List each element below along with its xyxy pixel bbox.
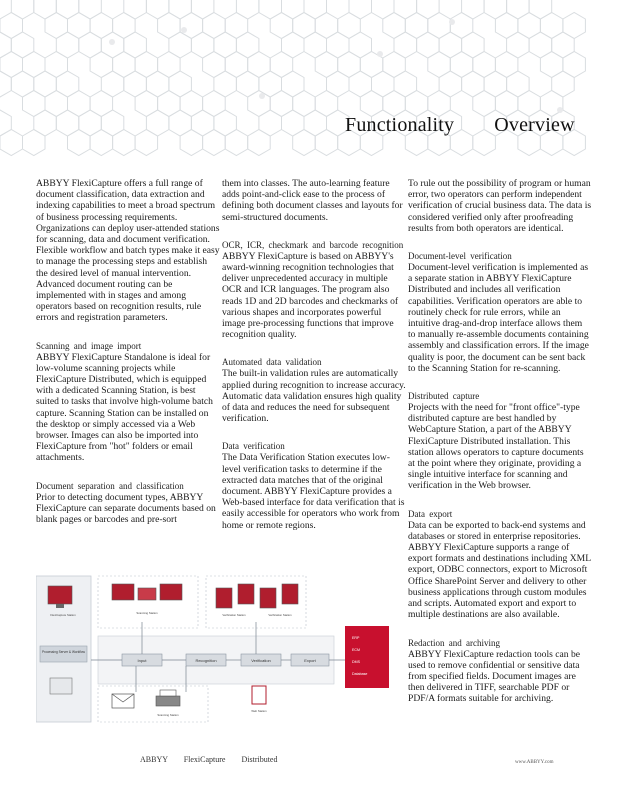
hexagon-shape: [259, 0, 282, 19]
hexagon-shape: [394, 71, 417, 97]
hexagon-shape: [124, 71, 147, 97]
body-scanning: ABBYY FlexiCapture Standalone is ideal for low-volume scanning projects while FlexiCapture Distributed, which is equipped with a dedicated Scanning Station, is best suited to tasks that involve high-volume batch capture. Scanning Station can be installed on the desktop or simply accessed via a Web browser. Images can also be imported into FlexiCapture from "hot" folders or email attachments.: [36, 351, 213, 464]
hexagon-shape: [518, 91, 541, 117]
hexagon-shape: [282, 110, 305, 136]
heading-verification: Data verification: [222, 441, 285, 452]
body-document-verification: Document-level verification is implemented as a separate station in ABBYY FlexiCapture Distributed and includes all verification capabilities. Verification operators are able to routinely check for rule errors, while an intuitive drag-and-drop interface allows them to manually re-assemble documents containing assembly and classification errors. If the image quality is poor, the document can be sent back to the Scanning Station for re-scanning.: [408, 262, 589, 374]
hexagon-shape: [462, 0, 485, 19]
hexagon-shape: [180, 13, 203, 39]
hexagon-shape: [56, 110, 79, 136]
hexagon-shape: [495, 52, 518, 78]
hexagon-shape: [146, 71, 169, 97]
hexagon-shape: [113, 13, 136, 39]
hexagon-shape: [236, 71, 259, 97]
hexagon-shape: [304, 32, 327, 58]
step-input-label: Input: [137, 658, 147, 663]
hexagon-shape: [259, 110, 282, 136]
section-verification: [222, 441, 406, 530]
hexagon-shape: [158, 13, 181, 39]
hexagon-shape: [124, 32, 147, 58]
computer-icon: [50, 678, 72, 694]
hexagon-shape: [327, 71, 350, 97]
hexagon-shape: [450, 52, 473, 78]
hexagon-shape: [293, 91, 316, 117]
workflow-diagram: [36, 574, 392, 724]
hexagon-shape: [11, 32, 34, 58]
side-label: Processing Server & Workflow: [42, 650, 85, 654]
output-dms: DMS: [352, 660, 360, 664]
body-data-export: Data can be exported to back-end systems and databases or stored in enterprise repositories. ABBYY FlexiCapture supports a range of export formats and destinations including XML export, ODBC connectors, export to Microsoft Office SharePoint Server and delivery to other business applications through custom modules and scripts. Automated export and export to multiple destinations are also available.: [408, 519, 591, 621]
body-distributed-capture: Projects with the need for "front office"-type distributed capture are best handled by WebCapture Station, a part of the ABBYY FlexiCapture Distributed installation. This station allows operators to capture documents at the point where they originate, providing a single intuitive interface for scanning and verification in the Web browser.: [408, 402, 584, 492]
hexagon-shape: [563, 13, 586, 39]
hexagon-shape: [203, 130, 226, 156]
hexagon-shape: [417, 0, 440, 19]
document-icon: [252, 686, 266, 704]
hexagon-shape: [225, 13, 248, 39]
output-ecm: ECM: [352, 648, 360, 652]
hexagon-shape: [552, 32, 575, 58]
hexagon-shape: [563, 52, 586, 78]
heading-validation: Automated data validation: [222, 357, 322, 368]
hexagon-shape: [169, 32, 192, 58]
hexagon-shape: [0, 130, 23, 156]
hexagon-shape: [462, 32, 485, 58]
section-validation: [222, 357, 406, 424]
hexagon-shape: [507, 0, 529, 19]
hexagon-shape: [203, 91, 226, 117]
hexagon-shape: [315, 13, 338, 39]
hexagon-shape: [45, 52, 68, 78]
hexagon-shape: [158, 52, 181, 78]
hexagon-shape: [282, 32, 305, 58]
step-export-label: Export: [304, 658, 316, 663]
hexagon-shape: [191, 110, 214, 136]
hexagon-shape: [484, 0, 507, 19]
hexagon-shape: [0, 52, 23, 78]
hexagon-shape: [169, 110, 192, 136]
hexagon-shape: [529, 32, 552, 58]
hexagon-shape: [146, 0, 169, 19]
hexagon-shape: [68, 13, 91, 39]
hexagon-shape: [180, 130, 203, 156]
heading-document-verification: Document-level verification: [408, 251, 512, 262]
hexagon-shape: [372, 0, 395, 19]
hexagon-shape: [90, 130, 113, 156]
hexagon-shape: [79, 110, 102, 136]
heading-redaction: Redaction and archiving: [408, 637, 500, 648]
heading-separation: Document separation and classification: [36, 480, 184, 491]
hexagon-shape: [248, 130, 271, 156]
hexagon-shape: [214, 32, 237, 58]
hexagon-shape: [203, 52, 226, 78]
hexagon-shape: [101, 110, 124, 136]
hexagon-shape: [462, 71, 485, 97]
hexagon-shape: [417, 32, 440, 58]
hexagon-shape: [135, 130, 158, 156]
hexagon-shape: [191, 0, 214, 19]
hexagon-shape: [552, 71, 575, 97]
station-label: Scanning Station: [157, 713, 179, 717]
intro-paragraph: ABBYY FlexiCapture offers a full range of document classification, data extraction and indexing capabilities to meet a broad spectrum of business processing requirements. Organizations can deploy user-attended stations for scanning, data and document verification. Flexible workflow and batch types make it easy to manage the processing steps and establish the desired level of manual intervention. Advanced document routing can be implemented with in stages and among operators based on recognition results, rule errors and registration parameters.: [36, 178, 220, 324]
hexagon-shape: [394, 32, 417, 58]
hexagon-shape: [90, 91, 113, 117]
hexagon-shape: [349, 32, 372, 58]
hexagon-shape: [225, 130, 248, 156]
hexagon-shape: [0, 32, 11, 58]
hexagon-shape: [394, 0, 417, 19]
hexagon-shape: [450, 13, 473, 39]
station-label: Verification Station: [222, 613, 246, 617]
hexagon-shape: [56, 0, 79, 19]
column-3: [408, 178, 592, 722]
hexagon-shape: [11, 0, 34, 19]
hexagon-shape: [169, 0, 192, 19]
hexagon-shape: [315, 130, 338, 156]
hexagon-shape: [248, 91, 271, 117]
hexagon-shape: [34, 0, 57, 19]
hexagon-shape: [540, 52, 563, 78]
hexagon-shape: [495, 13, 518, 39]
page-title: [345, 114, 575, 137]
hexagon-shape: [304, 110, 327, 136]
hexagon-shape: [383, 52, 406, 78]
hexagon-shape: [23, 91, 46, 117]
hexagon-shape: [349, 0, 372, 19]
hexagon-shape: [180, 91, 203, 117]
hexagon-shape: [473, 91, 496, 117]
hexagon-shape: [191, 32, 214, 58]
hexagon-shape: [113, 52, 136, 78]
hexagon-shape: [439, 32, 462, 58]
hexagon-shape: [45, 91, 68, 117]
hexagon-shape: [248, 52, 271, 78]
hexagon-shape: [56, 32, 79, 58]
computer-icon: [112, 584, 182, 600]
hexagon-shape: [113, 130, 136, 156]
hexagon-shape: [158, 91, 181, 117]
hexagon-shape: [0, 71, 11, 97]
hexagon-shape: [34, 110, 57, 136]
station-label: Scanning Station: [136, 611, 158, 615]
hexagon-shape: [360, 91, 383, 117]
hexagon-shape: [45, 13, 68, 39]
hexagon-shape: [293, 13, 316, 39]
hexagon-shape: [270, 13, 293, 39]
scanner-icon: [156, 690, 180, 706]
hexagon-shape: [428, 52, 451, 78]
heading-recognition: OCR, ICR, checkmark and barcode recognition: [222, 239, 404, 250]
column-2: [222, 178, 406, 548]
hexagon-shape: [507, 71, 529, 97]
hexagon-shape: [540, 13, 563, 39]
hexagon-shape: [68, 91, 91, 117]
diagram-caption: ABBYY FlexiCapture Distributed: [140, 755, 278, 764]
body-redaction: ABBYY FlexiCapture redaction tools can be used to remove confidential or sensitive data from specified fields. Document images are then delivered in TIFF, searchable PDF or PDF/A formats suitable for archiving.: [408, 648, 581, 705]
hexagon-shape: [79, 0, 102, 19]
section-redaction: [408, 638, 592, 705]
hexagon-shape: [203, 13, 226, 39]
section-distributed-capture: [408, 391, 592, 492]
hexagon-shape: [79, 32, 102, 58]
body-validation: The built-in validation rules are automatically applied during recognition to increase accuracy. Automatic data validation ensures high quality of data and reduces the need for subsequent verification.: [222, 368, 406, 425]
hexagon-shape: [518, 13, 541, 39]
hexagon-shape: [0, 13, 23, 39]
hexagon-shape: [135, 52, 158, 78]
step-recognition-label: Recognition: [195, 658, 217, 663]
output-database: Database: [352, 672, 368, 676]
hexagon-shape: [282, 71, 305, 97]
hexagon-shape: [293, 130, 316, 156]
body-verification: The Data Verification Station executes low-level verification tasks to determine if the extracted data matches that of the original document. ABBYY FlexiCapture provides a Web-based interface for data verification that is easily accessible for operators who work from home or remote regions.: [222, 452, 405, 531]
hexagon-shape: [484, 71, 507, 97]
hexagon-pattern-decoration: [0, 0, 618, 175]
step-verification-label: Verification: [251, 658, 271, 663]
envelope-icon: [112, 694, 134, 708]
section-recognition: [222, 240, 406, 341]
hexagon-shape: [405, 13, 428, 39]
hexagon-shape: [101, 71, 124, 97]
station-label: Verification Station: [268, 613, 292, 617]
hexagon-shape: [495, 91, 518, 117]
hexagon-shape: [34, 71, 57, 97]
classification-continued: them into classes. The auto-learning feature adds point-and-click ease to the process of defining both document classes and layouts for semi-structured documents.: [222, 178, 403, 223]
checkmark-document-icon: [216, 584, 298, 608]
hexagon-shape: [405, 91, 428, 117]
hexagon-shape: [146, 110, 169, 136]
hexagon-shape: [282, 0, 305, 19]
verification-continued: To rule out the possibility of program or human error, two operators can perform independent verification of crucial business data. The data is considered verified only after proofreading results from both operators are identical.: [408, 178, 592, 234]
hexagon-shape: [135, 91, 158, 117]
title-word-overview: Overview: [494, 114, 575, 136]
body-recognition: ABBYY FlexiCapture is based on ABBYY's award-winning recognition technologies that deliver unprecedented accuracy in multiple OCR and ICR languages. The program also reads 1D and 2D barcodes and checkmarks of various shapes and incorporates powerful image pre-processing functions that improve recognition quality.: [222, 250, 399, 341]
heading-data-export: Data export: [408, 508, 453, 519]
hexagon-shape: [56, 71, 79, 97]
hexagon-shape: [304, 0, 327, 19]
hexagon-shape: [214, 110, 237, 136]
body-separation: Prior to detecting document types, ABBYY FlexiCapture can separate documents based on blank pages or barcodes and pre-sort: [36, 491, 216, 526]
hexagon-shape: [236, 32, 259, 58]
section-data-export: [408, 509, 592, 621]
hexagon-shape: [23, 130, 46, 156]
hexagon-shape: [327, 32, 350, 58]
hexagon-shape: [315, 91, 338, 117]
hexagon-shape: [428, 13, 451, 39]
hexagon-shape: [124, 0, 147, 19]
hexagon-shape: [90, 13, 113, 39]
hexagon-shape: [338, 13, 361, 39]
hexagon-shape: [428, 91, 451, 117]
hexagon-shape: [529, 0, 552, 19]
hexagon-shape: [101, 32, 124, 58]
hexagon-shape: [0, 110, 11, 136]
section-scanning: [36, 341, 220, 464]
output-erp: ERP: [352, 636, 360, 640]
hexagon-shape: [315, 52, 338, 78]
heading-distributed-capture: Distributed capture: [408, 391, 480, 402]
hexagon-shape: [270, 91, 293, 117]
station-label: FlexiCapture Station: [50, 613, 76, 617]
hexagon-shape: [236, 0, 259, 19]
hexagon-shape: [90, 52, 113, 78]
hexagon-shape: [383, 91, 406, 117]
footer-url: www.ABBYY.com: [515, 760, 554, 765]
hexagon-shape: [383, 13, 406, 39]
hexagon-shape: [439, 71, 462, 97]
station-label: Web Station: [251, 709, 267, 713]
side-label-box: [40, 646, 87, 662]
hexagon-shape: [214, 71, 237, 97]
hexagon-shape: [169, 71, 192, 97]
hexagon-shape: [372, 71, 395, 97]
hexagon-shape: [23, 52, 46, 78]
title-word-functionality: Functionality: [345, 114, 455, 136]
section-separation: [36, 481, 220, 526]
hexagon-shape: [473, 52, 496, 78]
section-document-verification: [408, 251, 592, 374]
heading-scanning: Scanning and image import: [36, 340, 142, 351]
hexagon-shape: [349, 71, 372, 97]
hexagon-shape: [270, 52, 293, 78]
hexagon-shape: [338, 52, 361, 78]
hexagon-shape: [11, 71, 34, 97]
hexagon-shape: [507, 32, 529, 58]
hexagon-shape: [225, 52, 248, 78]
column-1: [36, 178, 220, 542]
hexagon-shape: [68, 130, 91, 156]
